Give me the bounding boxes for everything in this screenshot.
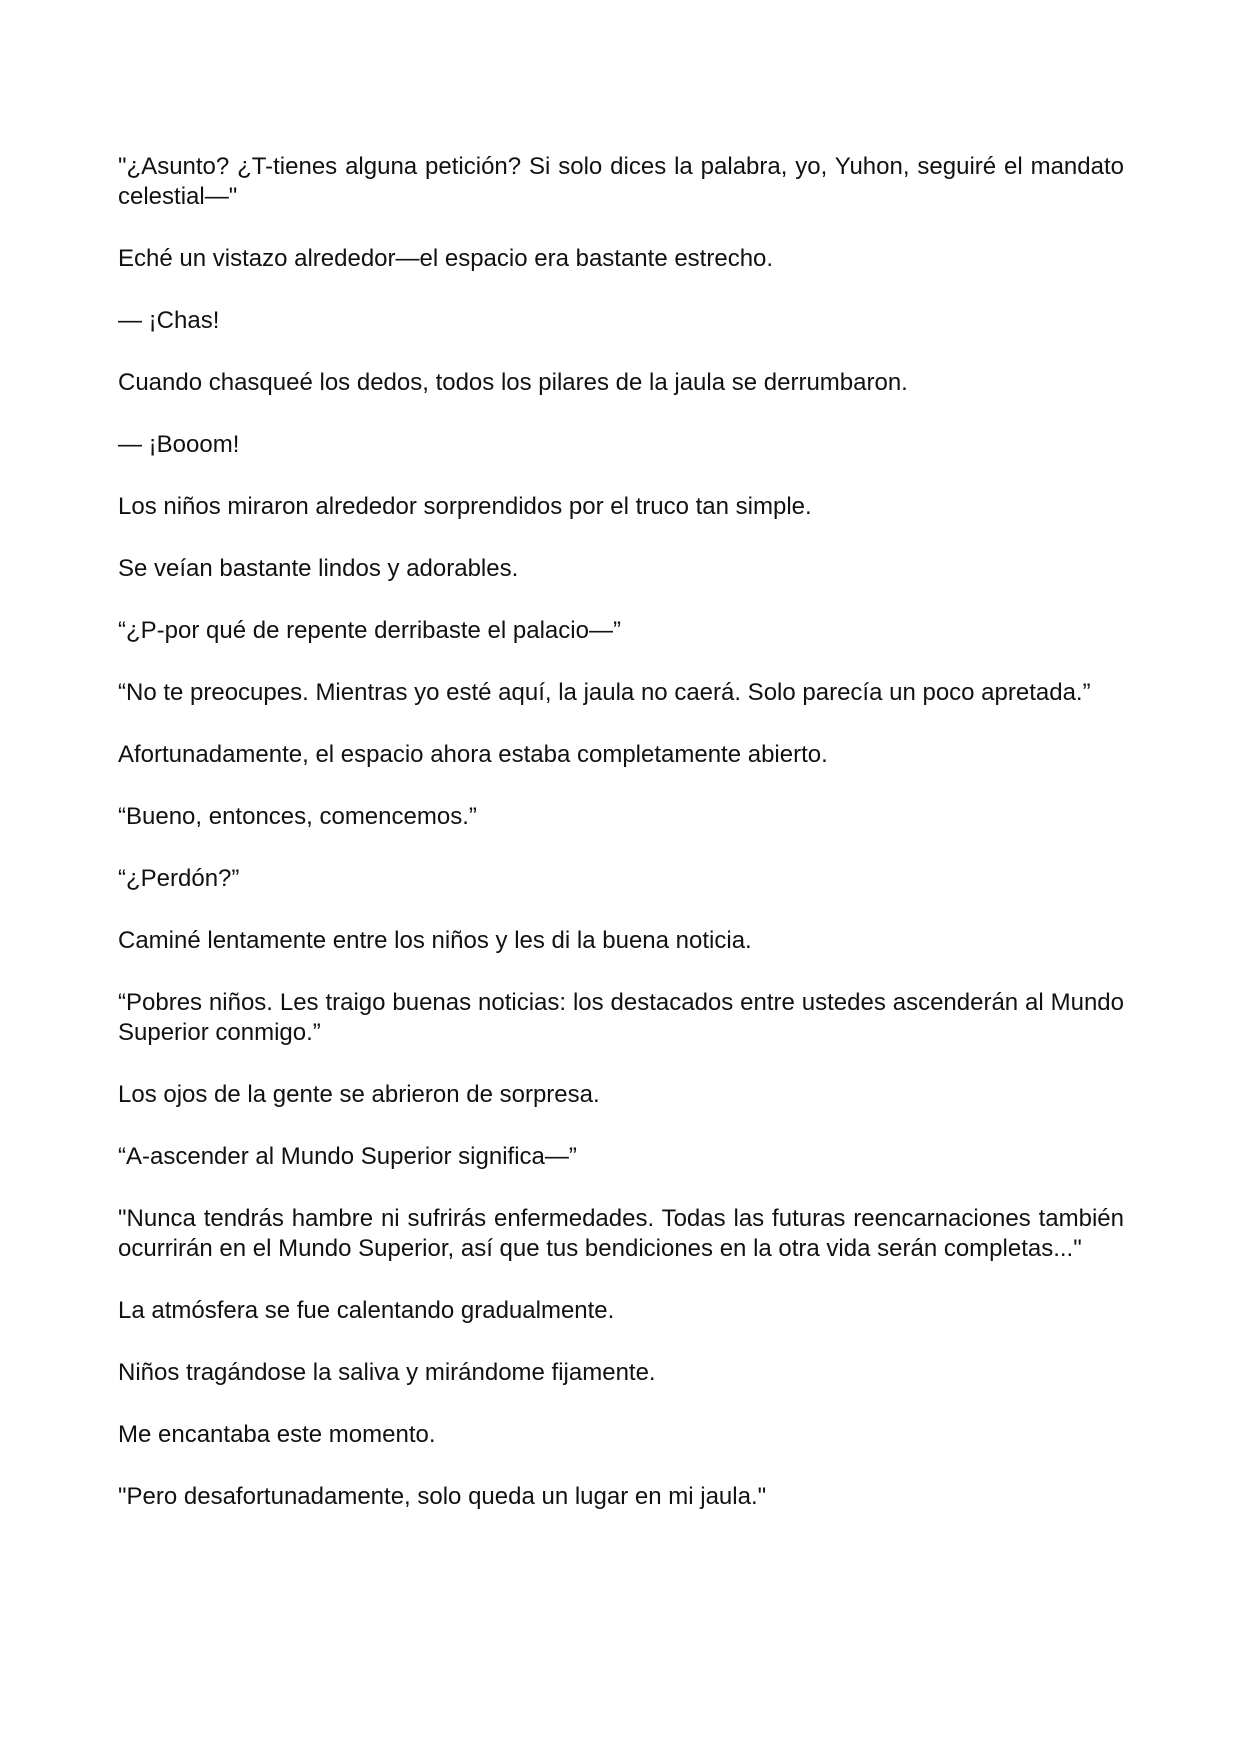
paragraph: "Pero desafortunadamente, solo queda un lugar en mi jaula." [118, 1483, 767, 1510]
paragraph: Cuando chasqueé los dedos, todos los pilares de la jaula se derrumbaron. [118, 369, 908, 396]
paragraph: La atmósfera se fue calentando gradualmente. [118, 1297, 615, 1324]
paragraph: “Pobres niños. Les traigo buenas noticias: los destacados entre ustedes ascenderán al Mundo Superior conmigo.” [118, 989, 1124, 1046]
paragraph: Caminé lentamente entre los niños y les di la buena noticia. [118, 927, 752, 954]
paragraph: “A-ascender al Mundo Superior significa—” [118, 1143, 577, 1170]
paragraph: Afortunadamente, el espacio ahora estaba completamente abierto. [118, 741, 828, 768]
paragraph: Eché un vistazo alrededor—el espacio era bastante estrecho. [118, 245, 774, 272]
paragraph: “Bueno, entonces, comencemos.” [118, 803, 477, 830]
paragraph: “¿P-por qué de repente derribaste el palacio—” [118, 617, 621, 644]
document-body [118, 152, 1124, 1544]
paragraph: Se veían bastante lindos y adorables. [118, 555, 519, 582]
paragraph: Los ojos de la gente se abrieron de sorpresa. [118, 1081, 600, 1108]
paragraph: "¿Asunto? ¿T-tienes alguna petición? Si solo dices la palabra, yo, Yuhon, seguiré el mandato celestial—" [118, 153, 1124, 210]
paragraph: “¿Perdón?” [118, 865, 240, 892]
paragraph: "Nunca tendrás hambre ni sufrirás enfermedades. Todas las futuras reencarnaciones también ocurrirán en el Mundo Superior, así que tus bendiciones en la otra vida serán completas..." [118, 1205, 1124, 1262]
paragraph: Niños tragándose la saliva y mirándome fijamente. [118, 1359, 656, 1386]
paragraph: Los niños miraron alrededor sorprendidos por el truco tan simple. [118, 493, 812, 520]
paragraph: — ¡Chas! [118, 307, 220, 334]
paragraph: — ¡Booom! [118, 431, 240, 458]
paragraph: Me encantaba este momento. [118, 1421, 436, 1448]
paragraph: “No te preocupes. Mientras yo esté aquí, la jaula no caerá. Solo parecía un poco apretada.” [118, 679, 1091, 706]
